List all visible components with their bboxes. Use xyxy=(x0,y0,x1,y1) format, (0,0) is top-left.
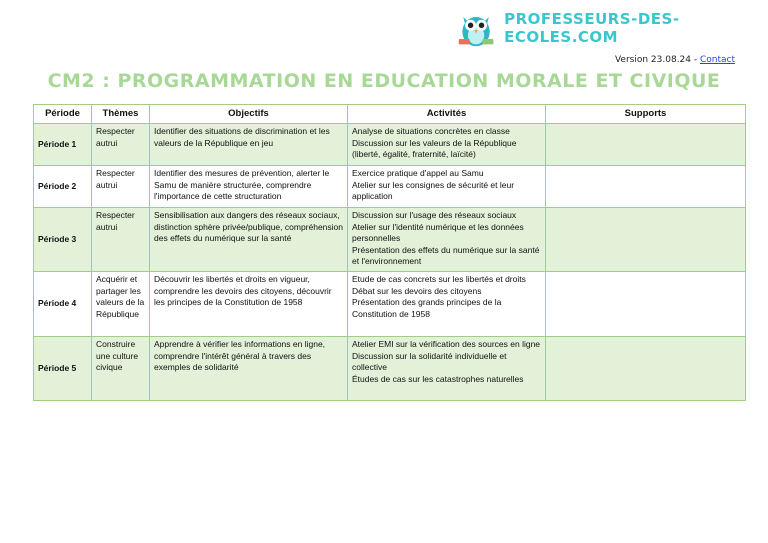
programmation-table xyxy=(33,104,746,401)
activite-line: Discussion sur la solidarité individuelle et collective xyxy=(352,350,507,372)
activites-cell xyxy=(348,337,546,401)
version-line xyxy=(615,55,735,65)
objectifs-cell xyxy=(150,166,348,208)
activite-line: Atelier sur l'identité numérique et les données personnelles xyxy=(352,221,524,243)
brand-name: PROFESSEURS-DES-ECOLES.COM xyxy=(504,10,680,46)
contact-link[interactable]: Contact xyxy=(699,55,735,65)
supports-cell xyxy=(546,124,746,166)
column-header-activites: Activités xyxy=(348,105,546,124)
table-row xyxy=(34,208,746,272)
activite-line: Études de cas sur les catastrophes naturelles xyxy=(352,373,524,384)
column-header-supports: Supports xyxy=(546,105,746,124)
theme-cell: Acquérir et partager les valeurs de la République xyxy=(92,272,150,337)
objectif-line: Sensibilisation aux dangers des réseaux sociaux, distinction sphère privée/publique, compréhension des effets du numérique sur la santé xyxy=(154,210,344,243)
supports-cell xyxy=(546,208,746,272)
supports-cell xyxy=(546,337,746,401)
column-header-periode: Période xyxy=(34,105,92,124)
activite-line: Présentation des effets du numérique sur la santé et l'environnement xyxy=(352,244,540,266)
supports-cell xyxy=(546,272,746,337)
activite-line: Atelier sur les consignes de sécurité et leur application xyxy=(352,179,515,201)
table-row xyxy=(34,337,746,401)
table-row xyxy=(34,124,746,166)
theme-cell: Construire une culture civique xyxy=(92,337,150,401)
activite-line: Exercice pratique d'appel au Samu xyxy=(352,168,484,178)
objectifs-cell xyxy=(150,337,348,401)
table-row xyxy=(34,272,746,337)
activite-line: Analyse de situations concrètes en classe xyxy=(352,126,510,136)
theme-cell: Respecter autrui xyxy=(92,166,150,208)
activites-cell xyxy=(348,272,546,337)
activite-line: Débat sur les devoirs des citoyens xyxy=(352,285,482,296)
supports-cell xyxy=(546,166,746,208)
activite-line: Atelier EMI sur la vérification des sources en ligne xyxy=(352,339,541,349)
activites-cell xyxy=(348,166,546,208)
activite-line: Discussion sur l'usage des réseaux sociaux xyxy=(352,210,517,220)
objectif-line: Identifier des mesures de prévention, alerter le Samu de manière structurée, comprendre l'importance de cette structuration xyxy=(154,168,330,201)
page-title: CM2 : PROGRAMMATION EN EDUCATION MORALE ET CIVIQUE xyxy=(47,70,721,92)
objectif-line: Apprendre à vérifier les informations en ligne, comprendre l'intérêt général à travers des exemples de solidarité xyxy=(154,339,326,372)
periode-cell: Période 5 xyxy=(34,337,92,401)
objectifs-cell xyxy=(150,272,348,337)
column-header-objectifs: Objectifs xyxy=(150,105,348,124)
objectif-line: Découvrir les libertés et droits en vigueur, comprendre les devoirs des citoyens, découvrir les principes de la Constitution de 1958 xyxy=(154,274,332,307)
activite-line: Etude de cas concrets sur les libertés et droits xyxy=(352,274,526,284)
periode-cell: Période 2 xyxy=(34,166,92,208)
activite-line: Discussion sur les valeurs de la République (liberté, égalité, fraternité, laïcité) xyxy=(352,137,517,159)
periode-cell: Période 1 xyxy=(34,124,92,166)
theme-cell: Respecter autrui xyxy=(92,124,150,166)
owl-mascot-icon xyxy=(456,6,496,50)
column-header-themes: Thèmes xyxy=(92,105,150,124)
table-header-row xyxy=(34,105,746,124)
site-brand[interactable] xyxy=(456,6,768,50)
activite-line: Présentation des grands principes de la Constitution de 1958 xyxy=(352,297,502,319)
objectifs-cell xyxy=(150,208,348,272)
activites-cell xyxy=(348,124,546,166)
table-row xyxy=(34,166,746,208)
objectifs-cell xyxy=(150,124,348,166)
theme-cell: Respecter autrui xyxy=(92,208,150,272)
periode-cell: Période 4 xyxy=(34,272,92,337)
periode-cell: Période 3 xyxy=(34,208,92,272)
objectif-line: Identifier des situations de discrimination et les valeurs de la République en jeu xyxy=(154,126,330,148)
activites-cell xyxy=(348,208,546,272)
version-text: Version 23.08.24 - xyxy=(614,55,700,65)
